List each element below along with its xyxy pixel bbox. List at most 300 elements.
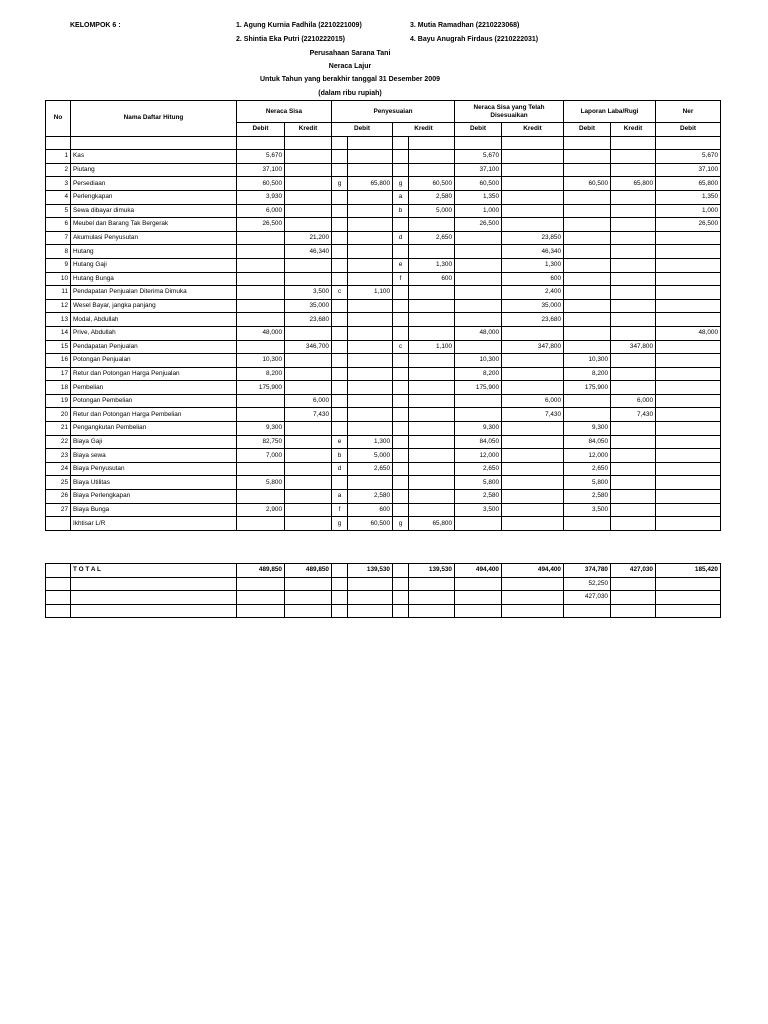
cell-ns-kredit: 346,700 [285,340,332,354]
cell-lr-debit [564,163,611,177]
cell-lr-kredit [611,258,656,272]
member-3: 3. Mutia Ramadhan (2210223068) [410,22,520,29]
cell-ns-kredit [285,204,332,218]
cell-adj-debit-code: b [332,449,348,463]
cell-nsd-debit [455,258,502,272]
cell-account-name: Perlengkapan [71,190,237,204]
cell-nsd-kredit [502,435,564,449]
cell-nsd-debit: 2,650 [455,462,502,476]
cell-lr-kredit [611,231,656,245]
cell-account-name: Biaya Gaji [71,435,237,449]
cell-adj-kredit-code: b [393,204,409,218]
total-adj-kredit: 139,530 [409,564,455,578]
cell-adj-kredit [409,163,455,177]
cell-neraca-debit [656,231,721,245]
cell-adj-kredit [409,381,455,395]
cell-account-name: Biaya sewa [71,449,237,463]
cell-ns-kredit: 6,000 [285,394,332,408]
cell-lr-kredit: 65,800 [611,177,656,191]
table-row [46,163,721,177]
cell-adj-kredit: 60,500 [409,177,455,191]
cell-adj-kredit [409,299,455,313]
cell-account-name: Pengangkutan Pembelian [71,422,237,436]
cell-neraca-debit [656,381,721,395]
cell-adj-debit [348,367,393,381]
cell-nsd-debit [455,408,502,422]
cell-no: 24 [46,462,71,476]
cell-adj-kredit-code [393,408,409,422]
cell-nsd-kredit [502,326,564,340]
cell-account-name: Biaya Bunga [71,503,237,517]
cell-adj-debit-code [332,150,348,164]
cell-lr-kredit [611,354,656,368]
cell-lr-kredit [611,286,656,300]
cell-nsd-kredit: 46,340 [502,245,564,259]
cell-neraca-debit [656,422,721,436]
table-row [46,394,721,408]
cell-neraca-debit [656,435,721,449]
cell-lr-debit [564,313,611,327]
cell-nsd-kredit [502,163,564,177]
total-lr-debit: 374,780 [564,564,611,578]
cell-adj-kredit [409,286,455,300]
table-row [46,435,721,449]
total-lr-kredit: 427,030 [611,564,656,578]
cell-no: 4 [46,190,71,204]
total-adj-debit: 139,530 [348,564,393,578]
cell-nsd-debit [455,313,502,327]
cell-no: 23 [46,449,71,463]
table-row [46,381,721,395]
cell-neraca-debit [656,313,721,327]
cell-nsd-debit: 1,000 [455,204,502,218]
cell-adj-debit [348,272,393,286]
cell-lr-debit: 12,000 [564,449,611,463]
cell-ns-kredit [285,354,332,368]
cell-adj-kredit-code [393,286,409,300]
cell-ns-kredit [285,476,332,490]
table-row [46,326,721,340]
cell-account-name: Akumulasi Penyusutan [71,231,237,245]
cell-ns-kredit: 23,680 [285,313,332,327]
cell-adj-debit-code [332,476,348,490]
cell-account-name: Meubel dan Barang Tak Bergerak [71,218,237,232]
cell-adj-kredit-code [393,435,409,449]
report-title: Neraca Lajur [328,63,372,70]
cell-ns-kredit: 21,200 [285,231,332,245]
cell-adj-kredit-code [393,476,409,490]
cell-adj-debit-code: f [332,503,348,517]
cell-neraca-debit [656,476,721,490]
cell-lr-debit: 10,300 [564,354,611,368]
cell-adj-debit-code [332,394,348,408]
cell-no: 1 [46,150,71,164]
cell-nsd-kredit [502,476,564,490]
table-row [46,449,721,463]
subheader-debit: Debit [656,123,721,137]
cell-lr-kredit [611,476,656,490]
cell-adj-debit-code [332,245,348,259]
cell-ns-kredit [285,326,332,340]
subheader-kredit: Kredit [285,123,332,137]
cell-ns-debit: 10,300 [237,354,285,368]
cell-nsd-debit [455,245,502,259]
cell-nsd-kredit [502,177,564,191]
header-nsd: Neraca Sisa yang Telah Disesuaikan [455,101,564,123]
cell-adj-kredit [409,367,455,381]
cell-nsd-debit [455,299,502,313]
cell-adj-debit [348,408,393,422]
cell-lr-debit [564,258,611,272]
worksheet [45,100,719,531]
cell-no: 6 [46,218,71,232]
cell-adj-kredit-code [393,449,409,463]
cell-adj-debit-code [332,340,348,354]
table-row [46,340,721,354]
cell-adj-debit-code [332,218,348,232]
cell-adj-debit: 1,300 [348,435,393,449]
cell-account-name: Hutang Gaji [71,258,237,272]
cell-ns-debit: 37,100 [237,163,285,177]
cell-nsd-debit: 5,670 [455,150,502,164]
cell-nsd-kredit [502,218,564,232]
cell-account-name: Pendapatan Penjualan Diterima Dimuka [71,286,237,300]
cell-adj-kredit-code [393,163,409,177]
cell-ns-debit [237,462,285,476]
header-neraca-sisa: Neraca Sisa [237,101,332,123]
table-row [46,190,721,204]
lr-balance: 427,030 [564,591,611,605]
cell-adj-debit: 1,100 [348,286,393,300]
cell-adj-debit-code [332,408,348,422]
cell-ns-debit: 48,000 [237,326,285,340]
header-penyesuaian: Penyesuaian [332,101,455,123]
cell-adj-kredit [409,449,455,463]
cell-adj-debit-code [332,163,348,177]
cell-account-name: Prive, Abdullah [71,326,237,340]
cell-neraca-debit [656,245,721,259]
cell-adj-kredit: 5,000 [409,204,455,218]
cell-adj-kredit-code [393,150,409,164]
cell-adj-kredit-code: g [393,517,409,531]
cell-neraca-debit [656,408,721,422]
cell-adj-kredit-code [393,354,409,368]
cell-adj-debit-code [332,299,348,313]
cell-adj-kredit [409,218,455,232]
cell-adj-kredit: 1,300 [409,258,455,272]
cell-ns-debit: 5,670 [237,150,285,164]
cell-lr-debit: 84,050 [564,435,611,449]
table-row [46,204,721,218]
cell-ns-kredit [285,272,332,286]
totals-section [45,563,718,618]
cell-ns-debit [237,231,285,245]
cell-adj-kredit-code: a [393,190,409,204]
cell-lr-kredit [611,449,656,463]
cell-adj-kredit-code [393,394,409,408]
group-label: KELOMPOK 6 : [70,22,121,29]
cell-ns-debit [237,517,285,531]
cell-ns-kredit [285,381,332,395]
table-row [46,231,721,245]
cell-adj-kredit-code [393,299,409,313]
cell-ns-kredit [285,367,332,381]
header-account-name: Nama Daftar Hitung [71,101,237,137]
cell-adj-kredit-code [393,422,409,436]
header-no: No [46,101,71,137]
cell-adj-kredit-code [393,326,409,340]
cell-no: 21 [46,422,71,436]
cell-neraca-debit [656,258,721,272]
cell-lr-debit [564,245,611,259]
cell-neraca-debit [656,394,721,408]
cell-adj-kredit [409,476,455,490]
cell-ns-debit [237,258,285,272]
cell-ns-debit [237,490,285,504]
cell-nsd-kredit [502,204,564,218]
cell-ns-kredit [285,218,332,232]
table-row [46,517,721,531]
cell-neraca-debit [656,299,721,313]
cell-adj-debit-code: d [332,462,348,476]
cell-lr-debit [564,517,611,531]
cell-ns-debit [237,408,285,422]
cell-ns-kredit [285,190,332,204]
cell-no: 5 [46,204,71,218]
cell-lr-kredit [611,326,656,340]
cell-no: 15 [46,340,71,354]
cell-ns-debit [237,245,285,259]
cell-lr-debit [564,190,611,204]
table-row [46,408,721,422]
table-row [46,218,721,232]
cell-adj-kredit [409,503,455,517]
cell-ns-kredit: 35,000 [285,299,332,313]
cell-lr-debit: 2,650 [564,462,611,476]
cell-adj-kredit-code [393,367,409,381]
cell-account-name: Potongan Penjualan [71,354,237,368]
cell-adj-kredit: 1,100 [409,340,455,354]
cell-ns-kredit [285,422,332,436]
cell-lr-kredit [611,503,656,517]
cell-no: 2 [46,163,71,177]
cell-ns-kredit [285,490,332,504]
cell-ns-kredit [285,435,332,449]
cell-lr-kredit [611,490,656,504]
table-row [46,299,721,313]
table-row [46,177,721,191]
cell-adj-kredit: 2,650 [409,231,455,245]
cell-nsd-kredit: 6,000 [502,394,564,408]
cell-adj-kredit: 2,580 [409,190,455,204]
cell-adj-kredit-code: c [393,340,409,354]
cell-ns-debit: 5,800 [237,476,285,490]
cell-neraca-debit [656,272,721,286]
cell-lr-debit: 2,580 [564,490,611,504]
cell-adj-debit: 2,580 [348,490,393,504]
totals-row [46,564,721,578]
cell-adj-debit-code [332,422,348,436]
cell-account-name: Retur dan Potongan Harga Pembelian [71,408,237,422]
cell-account-name: Potongan Pembelian [71,394,237,408]
cell-neraca-debit [656,354,721,368]
cell-adj-debit: 5,000 [348,449,393,463]
subheader-debit: Debit [564,123,611,137]
cell-adj-debit [348,218,393,232]
cell-nsd-kredit: 7,430 [502,408,564,422]
cell-adj-debit [348,340,393,354]
table-row [46,245,721,259]
cell-ns-kredit [285,449,332,463]
cell-adj-debit-code: e [332,435,348,449]
cell-adj-kredit [409,422,455,436]
cell-no: 25 [46,476,71,490]
table-row [46,354,721,368]
cell-nsd-debit [455,394,502,408]
cell-adj-debit-code [332,381,348,395]
cell-lr-debit [564,326,611,340]
cell-nsd-kredit [502,381,564,395]
cell-account-name: Pendapatan Penjualan [71,340,237,354]
cell-adj-debit-code [332,313,348,327]
cell-adj-debit [348,394,393,408]
empty-row [46,604,721,618]
cell-adj-debit-code: g [332,517,348,531]
cell-no: 13 [46,313,71,327]
cell-no: 22 [46,435,71,449]
total-nsd-debit: 494,400 [455,564,502,578]
total-ns-debit: 489,850 [237,564,285,578]
cell-account-name: Hutang [71,245,237,259]
cell-ns-kredit [285,258,332,272]
cell-account-name: Hutang Bunga [71,272,237,286]
report-period: Untuk Tahun yang berakhir tanggal 31 Desember 2009 [260,76,440,83]
cell-ns-kredit [285,503,332,517]
cell-ns-debit: 2,900 [237,503,285,517]
cell-ns-debit [237,299,285,313]
cell-neraca-debit: 1,000 [656,204,721,218]
subheader-kredit: Kredit [393,123,455,137]
cell-adj-kredit [409,150,455,164]
cell-ns-debit [237,313,285,327]
cell-nsd-debit: 2,580 [455,490,502,504]
cell-lr-debit: 175,900 [564,381,611,395]
cell-ns-debit: 175,900 [237,381,285,395]
member-4: 4. Bayu Anugrah Firdaus (2210222031) [410,36,539,43]
cell-adj-kredit-code: e [393,258,409,272]
cell-adj-kredit-code [393,503,409,517]
cell-account-name: Sewa dibayar dimuka [71,204,237,218]
cell-account-name: Modal, Abdullah [71,313,237,327]
table-row [46,286,721,300]
cell-no: 27 [46,503,71,517]
cell-lr-kredit: 7,430 [611,408,656,422]
total-ns-kredit: 489,850 [285,564,332,578]
cell-ns-kredit: 7,430 [285,408,332,422]
cell-nsd-debit: 26,500 [455,218,502,232]
cell-nsd-kredit [502,422,564,436]
cell-nsd-debit: 10,300 [455,354,502,368]
cell-adj-debit [348,422,393,436]
cell-ns-debit: 8,200 [237,367,285,381]
cell-lr-debit [564,340,611,354]
cell-ns-kredit: 46,340 [285,245,332,259]
cell-nsd-kredit [502,354,564,368]
cell-ns-debit [237,394,285,408]
cell-adj-debit [348,299,393,313]
cell-adj-debit-code: g [332,177,348,191]
table-row [46,150,721,164]
cell-adj-debit [348,313,393,327]
subheader-debit: Debit [455,123,502,137]
cell-lr-debit: 5,800 [564,476,611,490]
cell-lr-debit [564,231,611,245]
cell-neraca-debit: 26,500 [656,218,721,232]
cell-nsd-debit [455,272,502,286]
cell-nsd-debit: 5,800 [455,476,502,490]
cell-lr-kredit [611,204,656,218]
subheader-debit: Debit [237,123,285,137]
total-neraca-debit: 185,420 [656,564,721,578]
cell-lr-kredit [611,313,656,327]
cell-lr-kredit [611,435,656,449]
cell-adj-kredit [409,490,455,504]
cell-ns-kredit [285,517,332,531]
subheader-kredit: Kredit [611,123,656,137]
cell-neraca-debit: 37,100 [656,163,721,177]
cell-adj-kredit-code [393,245,409,259]
cell-adj-kredit-code [393,490,409,504]
cell-adj-kredit [409,394,455,408]
table-row [46,462,721,476]
cell-account-name: Biaya Perlengkapan [71,490,237,504]
cell-nsd-kredit [502,503,564,517]
cell-no: 10 [46,272,71,286]
cell-adj-debit [348,245,393,259]
cell-neraca-debit [656,340,721,354]
cell-adj-kredit-code: f [393,272,409,286]
cell-adj-debit-code [332,190,348,204]
cell-neraca-debit [656,503,721,517]
cell-neraca-debit: 48,000 [656,326,721,340]
cell-nsd-debit: 3,500 [455,503,502,517]
table-row [46,367,721,381]
cell-no [46,517,71,531]
cell-no: 17 [46,367,71,381]
cell-nsd-debit: 84,050 [455,435,502,449]
cell-adj-debit-code [332,231,348,245]
table-row [46,503,721,517]
cell-lr-kredit [611,190,656,204]
cell-adj-debit [348,476,393,490]
cell-lr-debit [564,286,611,300]
cell-adj-kredit [409,313,455,327]
cell-neraca-debit [656,462,721,476]
cell-nsd-debit [455,231,502,245]
cell-adj-debit-code [332,204,348,218]
cell-nsd-kredit: 23,680 [502,313,564,327]
cell-ns-debit [237,286,285,300]
table-row [46,422,721,436]
cell-ns-debit: 3,930 [237,190,285,204]
cell-ns-kredit: 3,500 [285,286,332,300]
cell-neraca-debit: 5,670 [656,150,721,164]
cell-adj-debit [348,231,393,245]
cell-adj-kredit-code [393,381,409,395]
cell-nsd-kredit [502,517,564,531]
cell-lr-kredit [611,218,656,232]
cell-neraca-debit [656,517,721,531]
